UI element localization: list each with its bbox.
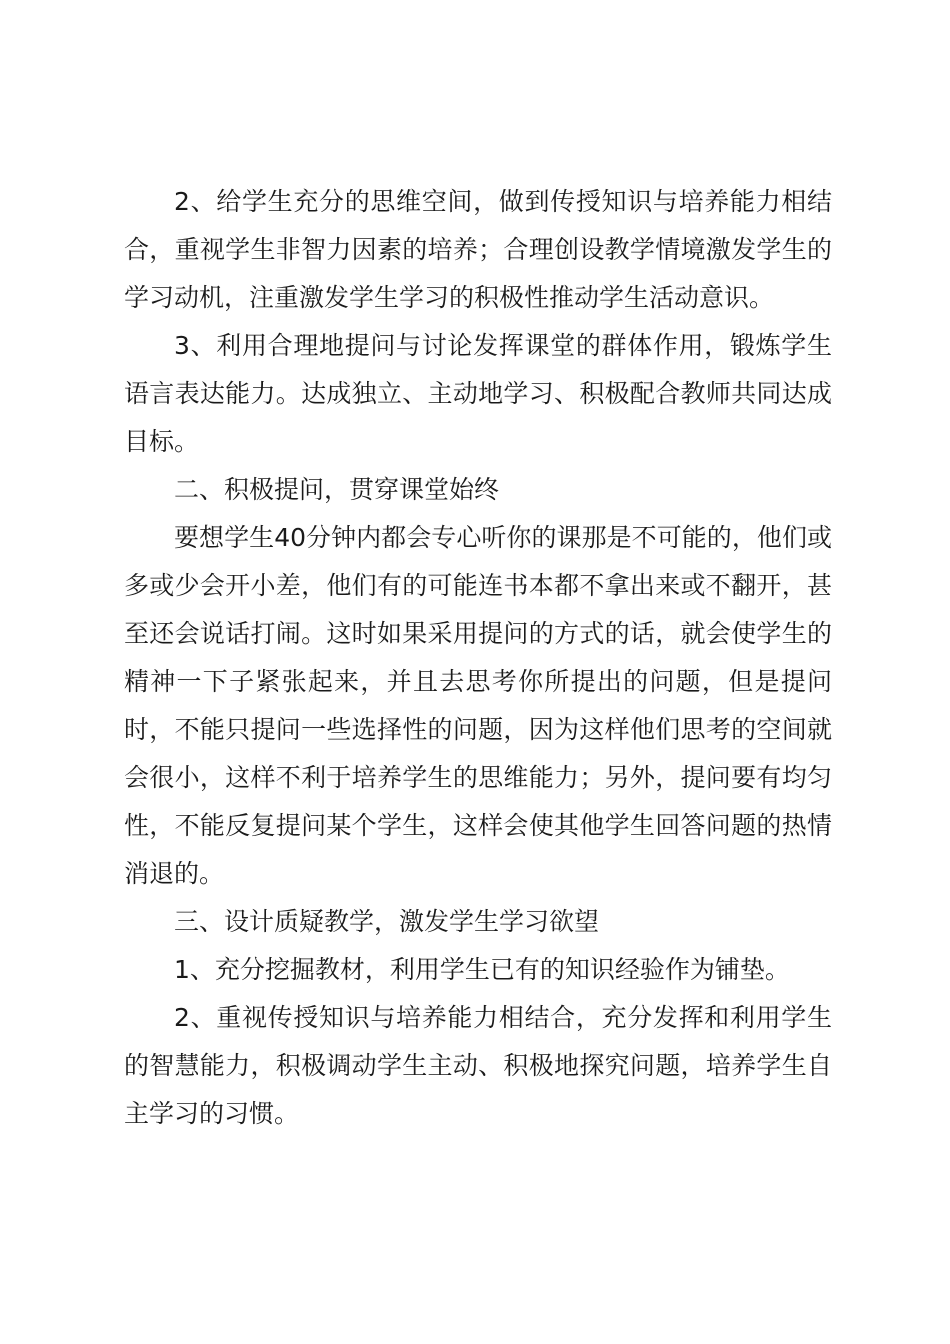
document-body [124,178,832,1138]
paragraph-questioning: 要想学生40分钟内都会专心听你的课那是不可能的，他们或多或少会开小差，他们有的可能连书本都不拿出来或不翻开，甚至还会说话打闹。这时如果采用提问的方式的话，就会使学生的精神一下子紧张起来，并且去思考你所提出的问题，但是提问时，不能只提问一些选择性的问题，因为这样他们思考的空间就会很小，这样不利于培养学生的思维能力；另外，提问要有均匀性，不能反复提问某个学生，这样会使其他学生回答问题的热情消退的。 [124,523,832,888]
paragraph-point-1: 1、充分挖掘教材，利用学生已有的知识经验作为铺垫。 [174,955,790,984]
paragraph-point-2b: 2、重视传授知识与培养能力相结合，充分发挥和利用学生的智慧能力，积极调动学生主动、积极地探究问题，培养学生自主学习的习惯。 [124,1003,832,1128]
section-heading-3: 三、设计质疑教学，激发学生学习欲望 [174,907,600,936]
paragraph-point-3: 3、利用合理地提问与讨论发挥课堂的群体作用，锻炼学生语言表达能力。达成独立、主动地学习、积极配合教师共同达成目标。 [124,331,832,456]
section-heading-2: 二、积极提问，贯穿课堂始终 [174,475,500,504]
paragraph-point-2: 2、给学生充分的思维空间，做到传授知识与培养能力相结合，重视学生非智力因素的培养；合理创设教学情境激发学生的学习动机，注重激发学生学习的积极性推动学生活动意识。 [124,187,832,312]
